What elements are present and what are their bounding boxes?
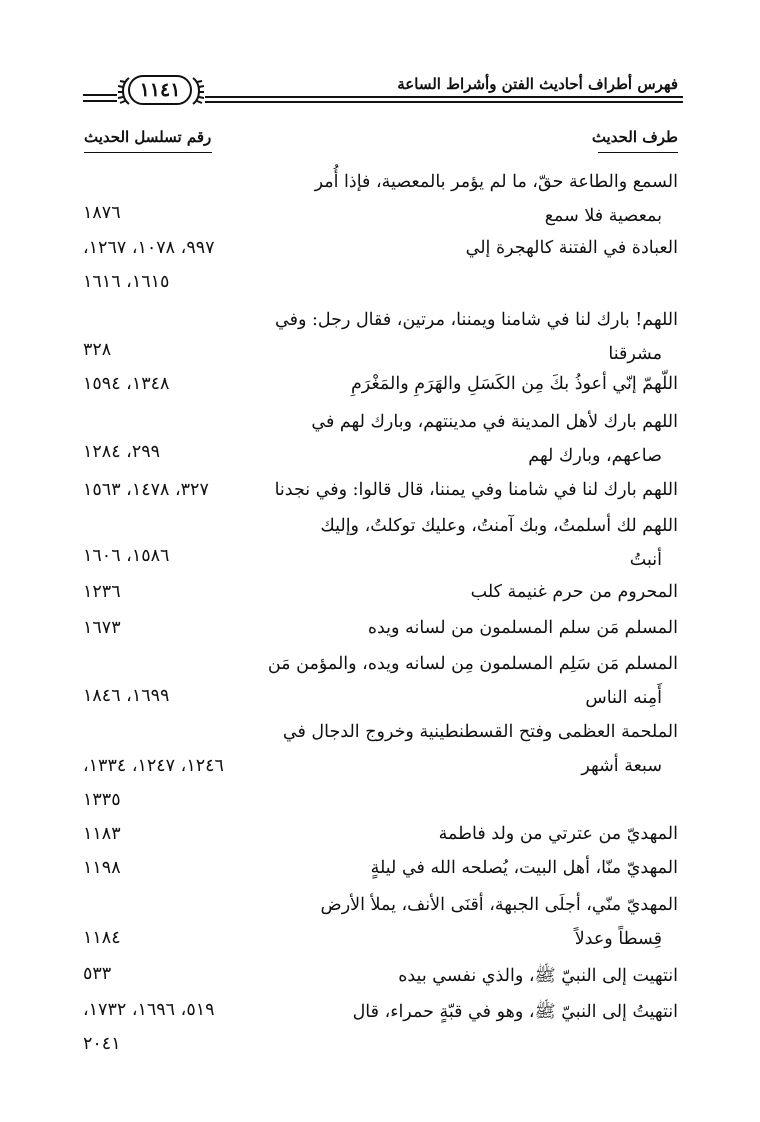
hadith-number: ١٢٤٦، ١٢٤٧، ١٣٣٤، [83, 756, 224, 776]
hadith-text: سبعة أشهر [581, 756, 662, 776]
hadith-text: السمع والطاعة حقّ، ما لم يؤمر بالمعصية، فإذا أُمر [314, 172, 678, 192]
hadith-number: ٢٩٩، ١٢٨٤ [83, 442, 161, 462]
hadith-number: ١٣٣٥ [83, 790, 121, 810]
page-header [0, 0, 760, 110]
hadith-text: صاعهم، وبارك لهم [528, 446, 662, 466]
hadith-text: المسلم مَن سلم المسلمون من لسانه ويده [367, 618, 678, 638]
page-number: ١١٤١ [139, 79, 181, 101]
left-rule-bottom [83, 100, 117, 102]
hadith-text: اللهم! بارك لنا في شامنا ويمننا، مرتين، فقال رجل: وفي [275, 310, 678, 330]
hadith-text: انتهيت إلى النبيّ ﷺ، والذي نفسي بيده [398, 966, 678, 986]
hadith-text: العبادة في الفتنة كالهجرة إلي [465, 238, 678, 258]
hadith-number: ١١٨٣ [83, 824, 121, 844]
hadith-text: المهديّ من عترتي من ولد فاطمة [438, 824, 678, 844]
hadith-number: ٣٢٨ [83, 340, 112, 360]
running-title: فهرس أطراف أحاديث الفتن وأشراط الساعة [397, 75, 678, 93]
hadith-number: ٥٣٣ [83, 964, 112, 984]
hadith-number: ١٦١٥، ١٦١٦ [83, 272, 170, 292]
hadith-number: ١١٨٤ [83, 928, 121, 948]
page-number-badge [118, 73, 204, 109]
hadith-text: مشرقنا [608, 344, 662, 364]
number-column-heading: رقم تسلسل الحديث [84, 128, 212, 146]
hadith-text: أَمِنه الناس [585, 688, 662, 708]
hadith-text: اللهم لك أسلمتُ، وبك آمنتُ، وعليك توكلتُ، وإليك [320, 516, 678, 536]
hadith-number: ١٦٧٣ [83, 618, 121, 638]
hadith-heading-underline [598, 152, 678, 153]
hadith-text: المسلم مَن سَلِم المسلمون مِن لسانه ويده، والمؤمن مَن [267, 654, 678, 674]
header-rule-bottom [205, 101, 683, 103]
hadith-text: اللهم بارك لأهل المدينة في مدينتهم، وبارك لهم في [311, 412, 678, 432]
page-number-frame [128, 75, 192, 105]
hadith-number: ٣٢٧، ١٤٧٨، ١٥٦٣ [83, 480, 209, 500]
hadith-number: ١٥٨٦، ١٦٠٦ [83, 546, 170, 566]
hadith-text: قِسطاً وعدلاً [574, 929, 662, 949]
hadith-number: ٩٩٧، ١٠٧٨، ١٢٦٧، [83, 238, 215, 258]
hadith-number: ٢٠٤١ [83, 1034, 121, 1054]
hadith-text: المهديّ منّي، أجلَى الجبهة، أقنَى الأنف، يملأ الأرض [320, 895, 678, 915]
hadith-number: ١٣٤٨، ١٥٩٤ [83, 374, 170, 394]
hadith-text: أنبتُ [629, 550, 662, 570]
hadith-number: ١٢٣٦ [83, 582, 121, 602]
hadith-number: ١١٩٨ [83, 858, 121, 878]
hadith-number: ٥١٩، ١٦٩٦، ١٧٣٢، [83, 1000, 215, 1020]
number-heading-underline [84, 152, 212, 153]
hadith-text: اللّهمّ إنّي أعوذُ بكَ مِن الكَسَلِ والهَرَمِ والمَغْرَمِ [350, 374, 678, 394]
hadith-text: المحروم من حرم غنيمة كلب [470, 582, 678, 602]
hadith-text: اللهم بارك لنا في شامنا وفي يمننا، قال قالوا: وفي نجدنا [274, 480, 678, 500]
hadith-text: المهديّ منّا، أهل البيت، يُصلحه الله في ليلةٍ [370, 858, 678, 878]
hadith-number: ١٨٧٦ [83, 203, 121, 223]
hadith-text: الملحمة العظمى وفتح القسطنطينية وخروج الدجال في [282, 722, 678, 742]
hadith-number: ١٦٩٩، ١٨٤٦ [83, 686, 170, 706]
hadith-text: بمعصية فلا سمع [544, 206, 662, 226]
hadith-text: انتهيتُ إلى النبيّ ﷺ، وهو في قبّةٍ حمراء، قال [352, 1002, 678, 1022]
left-rule-top [83, 94, 117, 96]
header-rule-top [205, 96, 683, 98]
laurel-right-icon [190, 76, 204, 106]
hadith-column-heading: طرف الحديث [591, 128, 678, 146]
